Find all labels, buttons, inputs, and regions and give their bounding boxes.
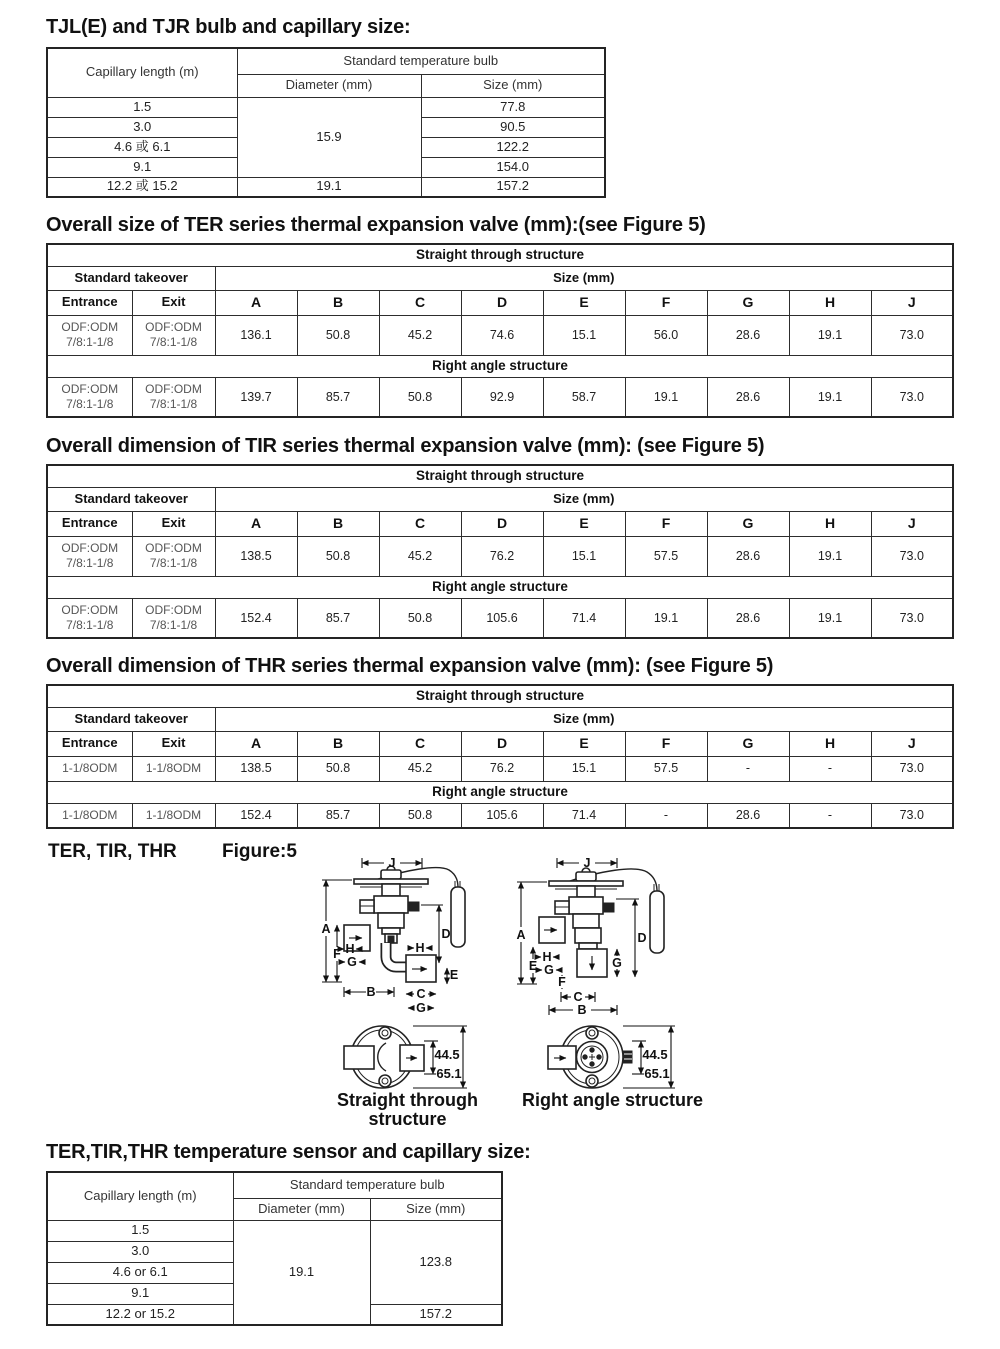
value-cell: 15.9 bbox=[237, 97, 421, 177]
header-cell: B bbox=[297, 290, 379, 315]
value-cell: 50.8 bbox=[379, 377, 461, 417]
header-cell: Capillary length (m) bbox=[47, 48, 237, 97]
value-cell: 105.6 bbox=[461, 803, 543, 828]
header-cell: D bbox=[461, 511, 543, 536]
value-cell: 76.2 bbox=[461, 536, 543, 576]
value-cell: 1.5 bbox=[47, 1220, 233, 1241]
right-angle-caption: Right angle structure bbox=[521, 1090, 704, 1110]
value-cell: 9.1 bbox=[47, 157, 237, 177]
value-cell: 28.6 bbox=[707, 803, 789, 828]
header-cell: E bbox=[543, 511, 625, 536]
value-cell: 1-1/8ODM bbox=[47, 756, 132, 781]
value-cell: 15.1 bbox=[543, 315, 625, 355]
header-cell: Exit bbox=[132, 290, 215, 315]
value-cell: 3.0 bbox=[47, 1241, 233, 1262]
value-cell: 3.0 bbox=[47, 117, 237, 137]
value-cell: 152.4 bbox=[215, 598, 297, 638]
value-cell: 19.1 bbox=[237, 177, 421, 197]
value-cell: 57.5 bbox=[625, 536, 707, 576]
header-cell: Size (mm) bbox=[215, 266, 953, 290]
header-cell: D bbox=[461, 290, 543, 315]
figure-series-label: TER, TIR, THR bbox=[48, 841, 177, 862]
value-cell: 4.6 或 6.1 bbox=[47, 137, 237, 157]
sensor-bulb bbox=[451, 881, 465, 947]
tjl-tjr-bulb-capillary-table bbox=[46, 47, 606, 198]
valve-body bbox=[539, 868, 664, 977]
value-cell: 105.6 bbox=[461, 598, 543, 638]
value-cell: 139.7 bbox=[215, 377, 297, 417]
dim-label-f: F bbox=[333, 947, 341, 961]
right-angle-bottom-view bbox=[540, 1017, 690, 1097]
header-cell: B bbox=[297, 511, 379, 536]
header-cell: Size (mm) bbox=[421, 74, 605, 97]
value-cell: 45.2 bbox=[379, 756, 461, 781]
value-cell: 58.7 bbox=[543, 377, 625, 417]
header-cell: F bbox=[625, 731, 707, 756]
header-cell: H bbox=[789, 290, 871, 315]
straight-through-caption: Straight through structure bbox=[337, 1090, 478, 1130]
header-cell: Straight through structure bbox=[47, 465, 953, 487]
dim-label-h: H bbox=[345, 942, 355, 956]
header-cell: Size (mm) bbox=[370, 1198, 502, 1220]
header-cell: G bbox=[707, 511, 789, 536]
value-cell: 92.9 bbox=[461, 377, 543, 417]
table-row bbox=[47, 511, 953, 536]
section2-title: Overall size of TER series thermal expansion valve (mm):(see Figure 5) bbox=[46, 214, 706, 236]
dim-label-g2: G bbox=[612, 956, 622, 970]
value-cell: 71.4 bbox=[543, 803, 625, 828]
value-cell: 157.2 bbox=[370, 1304, 502, 1325]
header-cell: J bbox=[871, 511, 953, 536]
dim-label-j: J bbox=[583, 856, 591, 870]
table-row bbox=[47, 756, 953, 781]
value-cell: 1-1/8ODM bbox=[132, 803, 215, 828]
value-cell: 1.5 bbox=[47, 97, 237, 117]
header-cell: A bbox=[215, 290, 297, 315]
header-cell: Standard takeover bbox=[47, 707, 215, 731]
dim-label-d: D bbox=[637, 931, 647, 945]
dim-label-a: A bbox=[321, 922, 331, 936]
table-row bbox=[47, 177, 605, 197]
value-cell: 138.5 bbox=[215, 536, 297, 576]
header-cell: Entrance bbox=[47, 511, 132, 536]
value-cell: ODF:ODM 7/8:1-1/8 bbox=[47, 377, 132, 417]
dim-label-g2: G bbox=[416, 1001, 426, 1015]
header-cell: J bbox=[871, 731, 953, 756]
value-cell: 12.2 or 15.2 bbox=[47, 1304, 233, 1325]
flange-view bbox=[548, 1026, 632, 1088]
header-cell: D bbox=[461, 731, 543, 756]
table-row bbox=[47, 803, 953, 828]
ter-tir-thr-bulb-capillary-table bbox=[46, 1171, 503, 1326]
dim-label-g: G bbox=[544, 963, 554, 977]
header-cell: F bbox=[625, 511, 707, 536]
header-cell: J bbox=[871, 290, 953, 315]
value-cell: 50.8 bbox=[297, 315, 379, 355]
value-cell: 71.4 bbox=[543, 598, 625, 638]
value-cell: 15.1 bbox=[543, 536, 625, 576]
straight-through-valve-diagram bbox=[310, 851, 495, 1017]
value-cell: 19.1 bbox=[789, 536, 871, 576]
header-cell: Size (mm) bbox=[215, 487, 953, 511]
value-cell: 19.1 bbox=[625, 377, 707, 417]
section1-title: TJL(E) and TJR bulb and capillary size: bbox=[46, 16, 411, 38]
header-cell: A bbox=[215, 731, 297, 756]
table-row bbox=[47, 598, 953, 638]
dim-label-c: C bbox=[573, 990, 583, 1004]
header-cell: Straight through structure bbox=[47, 685, 953, 707]
header-cell: F bbox=[625, 290, 707, 315]
header-cell: Straight through structure bbox=[47, 244, 953, 266]
value-cell: 19.1 bbox=[625, 598, 707, 638]
value-cell: 57.5 bbox=[625, 756, 707, 781]
section4-title: Overall dimension of THR series thermal expansion valve (mm): (see Figure 5) bbox=[46, 655, 774, 677]
value-cell: 45.2 bbox=[379, 315, 461, 355]
dim-label-e: E bbox=[449, 968, 459, 982]
value-cell: 77.8 bbox=[421, 97, 605, 117]
value-cell: 73.0 bbox=[871, 803, 953, 828]
value-cell: ODF:ODM 7/8:1-1/8 bbox=[132, 315, 215, 355]
dim-label-e: E bbox=[528, 959, 538, 973]
section5-title: TER,TIR,THR temperature sensor and capillary size: bbox=[46, 1141, 531, 1163]
value-cell: 19.1 bbox=[789, 315, 871, 355]
header-cell: H bbox=[789, 511, 871, 536]
header-cell: Diameter (mm) bbox=[233, 1198, 370, 1220]
header-cell: Right angle structure bbox=[47, 781, 953, 803]
value-cell: - bbox=[707, 756, 789, 781]
value-cell: 9.1 bbox=[47, 1283, 233, 1304]
value-cell: 50.8 bbox=[379, 598, 461, 638]
value-cell: - bbox=[789, 803, 871, 828]
header-cell: Standard temperature bulb bbox=[237, 48, 605, 74]
value-cell: 73.0 bbox=[871, 315, 953, 355]
value-cell: - bbox=[625, 803, 707, 828]
dim-label-65-1: 65.1 bbox=[644, 1066, 670, 1081]
value-cell: 28.6 bbox=[707, 377, 789, 417]
header-cell: Exit bbox=[132, 731, 215, 756]
value-cell: 1-1/8ODM bbox=[132, 756, 215, 781]
header-cell: G bbox=[707, 731, 789, 756]
header-cell: E bbox=[543, 731, 625, 756]
header-cell: G bbox=[707, 290, 789, 315]
value-cell: ODF:ODM 7/8:1-1/8 bbox=[47, 315, 132, 355]
value-cell: 73.0 bbox=[871, 377, 953, 417]
value-cell: 138.5 bbox=[215, 756, 297, 781]
header-cell: Size (mm) bbox=[215, 707, 953, 731]
dim-label-f: F bbox=[558, 975, 566, 989]
dim-label-g: G bbox=[347, 955, 357, 969]
value-cell: - bbox=[789, 756, 871, 781]
value-cell: 12.2 或 15.2 bbox=[47, 177, 237, 197]
dim-label-j: J bbox=[388, 856, 396, 870]
value-cell: 85.7 bbox=[297, 598, 379, 638]
value-cell: 19.1 bbox=[789, 598, 871, 638]
header-cell: C bbox=[379, 731, 461, 756]
thr-dimension-table bbox=[46, 684, 954, 829]
dim-label-a: A bbox=[516, 928, 526, 942]
table-row bbox=[47, 1220, 502, 1241]
value-cell: 73.0 bbox=[871, 598, 953, 638]
dim-label-c: C bbox=[416, 987, 426, 1001]
value-cell: ODF:ODM 7/8:1-1/8 bbox=[132, 598, 215, 638]
dim-label-b: B bbox=[577, 1003, 587, 1017]
value-cell: 90.5 bbox=[421, 117, 605, 137]
table-row bbox=[47, 536, 953, 576]
value-cell: 85.7 bbox=[297, 803, 379, 828]
header-cell: A bbox=[215, 511, 297, 536]
header-cell: C bbox=[379, 290, 461, 315]
value-cell: 73.0 bbox=[871, 536, 953, 576]
header-cell: B bbox=[297, 731, 379, 756]
header-cell: Diameter (mm) bbox=[237, 74, 421, 97]
value-cell: 152.4 bbox=[215, 803, 297, 828]
value-cell: 85.7 bbox=[297, 377, 379, 417]
value-cell: 28.6 bbox=[707, 598, 789, 638]
value-cell: ODF:ODM 7/8:1-1/8 bbox=[132, 377, 215, 417]
header-cell: Standard temperature bulb bbox=[233, 1172, 502, 1198]
value-cell: 50.8 bbox=[297, 756, 379, 781]
value-cell: 136.1 bbox=[215, 315, 297, 355]
header-cell: Capillary length (m) bbox=[47, 1172, 233, 1220]
header-cell: E bbox=[543, 290, 625, 315]
figure-number-label: Figure:5 bbox=[222, 841, 297, 862]
value-cell: 28.6 bbox=[707, 536, 789, 576]
value-cell: 73.0 bbox=[871, 756, 953, 781]
value-cell: 15.1 bbox=[543, 756, 625, 781]
value-cell: 28.6 bbox=[707, 315, 789, 355]
value-cell: 76.2 bbox=[461, 756, 543, 781]
value-cell: 154.0 bbox=[421, 157, 605, 177]
table-row bbox=[47, 97, 605, 117]
section3-title: Overall dimension of TIR series thermal expansion valve (mm): (see Figure 5) bbox=[46, 435, 765, 457]
value-cell: ODF:ODM 7/8:1-1/8 bbox=[132, 536, 215, 576]
straight-through-bottom-view bbox=[330, 1017, 480, 1097]
figure-5 bbox=[46, 841, 960, 1137]
flange-view bbox=[344, 1026, 424, 1088]
value-cell: 45.2 bbox=[379, 536, 461, 576]
value-cell: ODF:ODM 7/8:1-1/8 bbox=[47, 536, 132, 576]
value-cell: 4.6 or 6.1 bbox=[47, 1262, 233, 1283]
value-cell: 50.8 bbox=[379, 803, 461, 828]
right-angle-valve-diagram bbox=[505, 851, 690, 1017]
dim-label-44-5: 44.5 bbox=[434, 1047, 460, 1062]
value-cell: 1-1/8ODM bbox=[47, 803, 132, 828]
valve-body bbox=[344, 866, 465, 982]
header-cell: Entrance bbox=[47, 290, 132, 315]
value-cell: 19.1 bbox=[233, 1220, 370, 1325]
dim-label-65-1: 65.1 bbox=[436, 1066, 462, 1081]
value-cell: 157.2 bbox=[421, 177, 605, 197]
value-cell: 50.8 bbox=[297, 536, 379, 576]
tir-dimension-table bbox=[46, 464, 954, 639]
dim-label-b: B bbox=[366, 985, 376, 999]
header-cell: C bbox=[379, 511, 461, 536]
header-cell: Standard takeover bbox=[47, 487, 215, 511]
dim-label-h: H bbox=[542, 950, 552, 964]
sensor-bulb bbox=[650, 884, 664, 953]
value-cell: ODF:ODM 7/8:1-1/8 bbox=[47, 598, 132, 638]
dim-label-44-5: 44.5 bbox=[642, 1047, 668, 1062]
value-cell: 56.0 bbox=[625, 315, 707, 355]
header-cell: Right angle structure bbox=[47, 576, 953, 598]
table-row bbox=[47, 731, 953, 756]
value-cell: 19.1 bbox=[789, 377, 871, 417]
table-row bbox=[47, 290, 953, 315]
header-cell: Right angle structure bbox=[47, 355, 953, 377]
header-cell: Exit bbox=[132, 511, 215, 536]
table-row bbox=[47, 315, 953, 355]
header-cell: Entrance bbox=[47, 731, 132, 756]
value-cell: 122.2 bbox=[421, 137, 605, 157]
ter-dimension-table bbox=[46, 243, 954, 418]
table-row bbox=[47, 377, 953, 417]
value-cell: 123.8 bbox=[370, 1220, 502, 1304]
header-cell: H bbox=[789, 731, 871, 756]
dim-label-h2: H bbox=[415, 941, 425, 955]
header-cell: Standard takeover bbox=[47, 266, 215, 290]
value-cell: 74.6 bbox=[461, 315, 543, 355]
dim-label-d: D bbox=[441, 927, 451, 941]
